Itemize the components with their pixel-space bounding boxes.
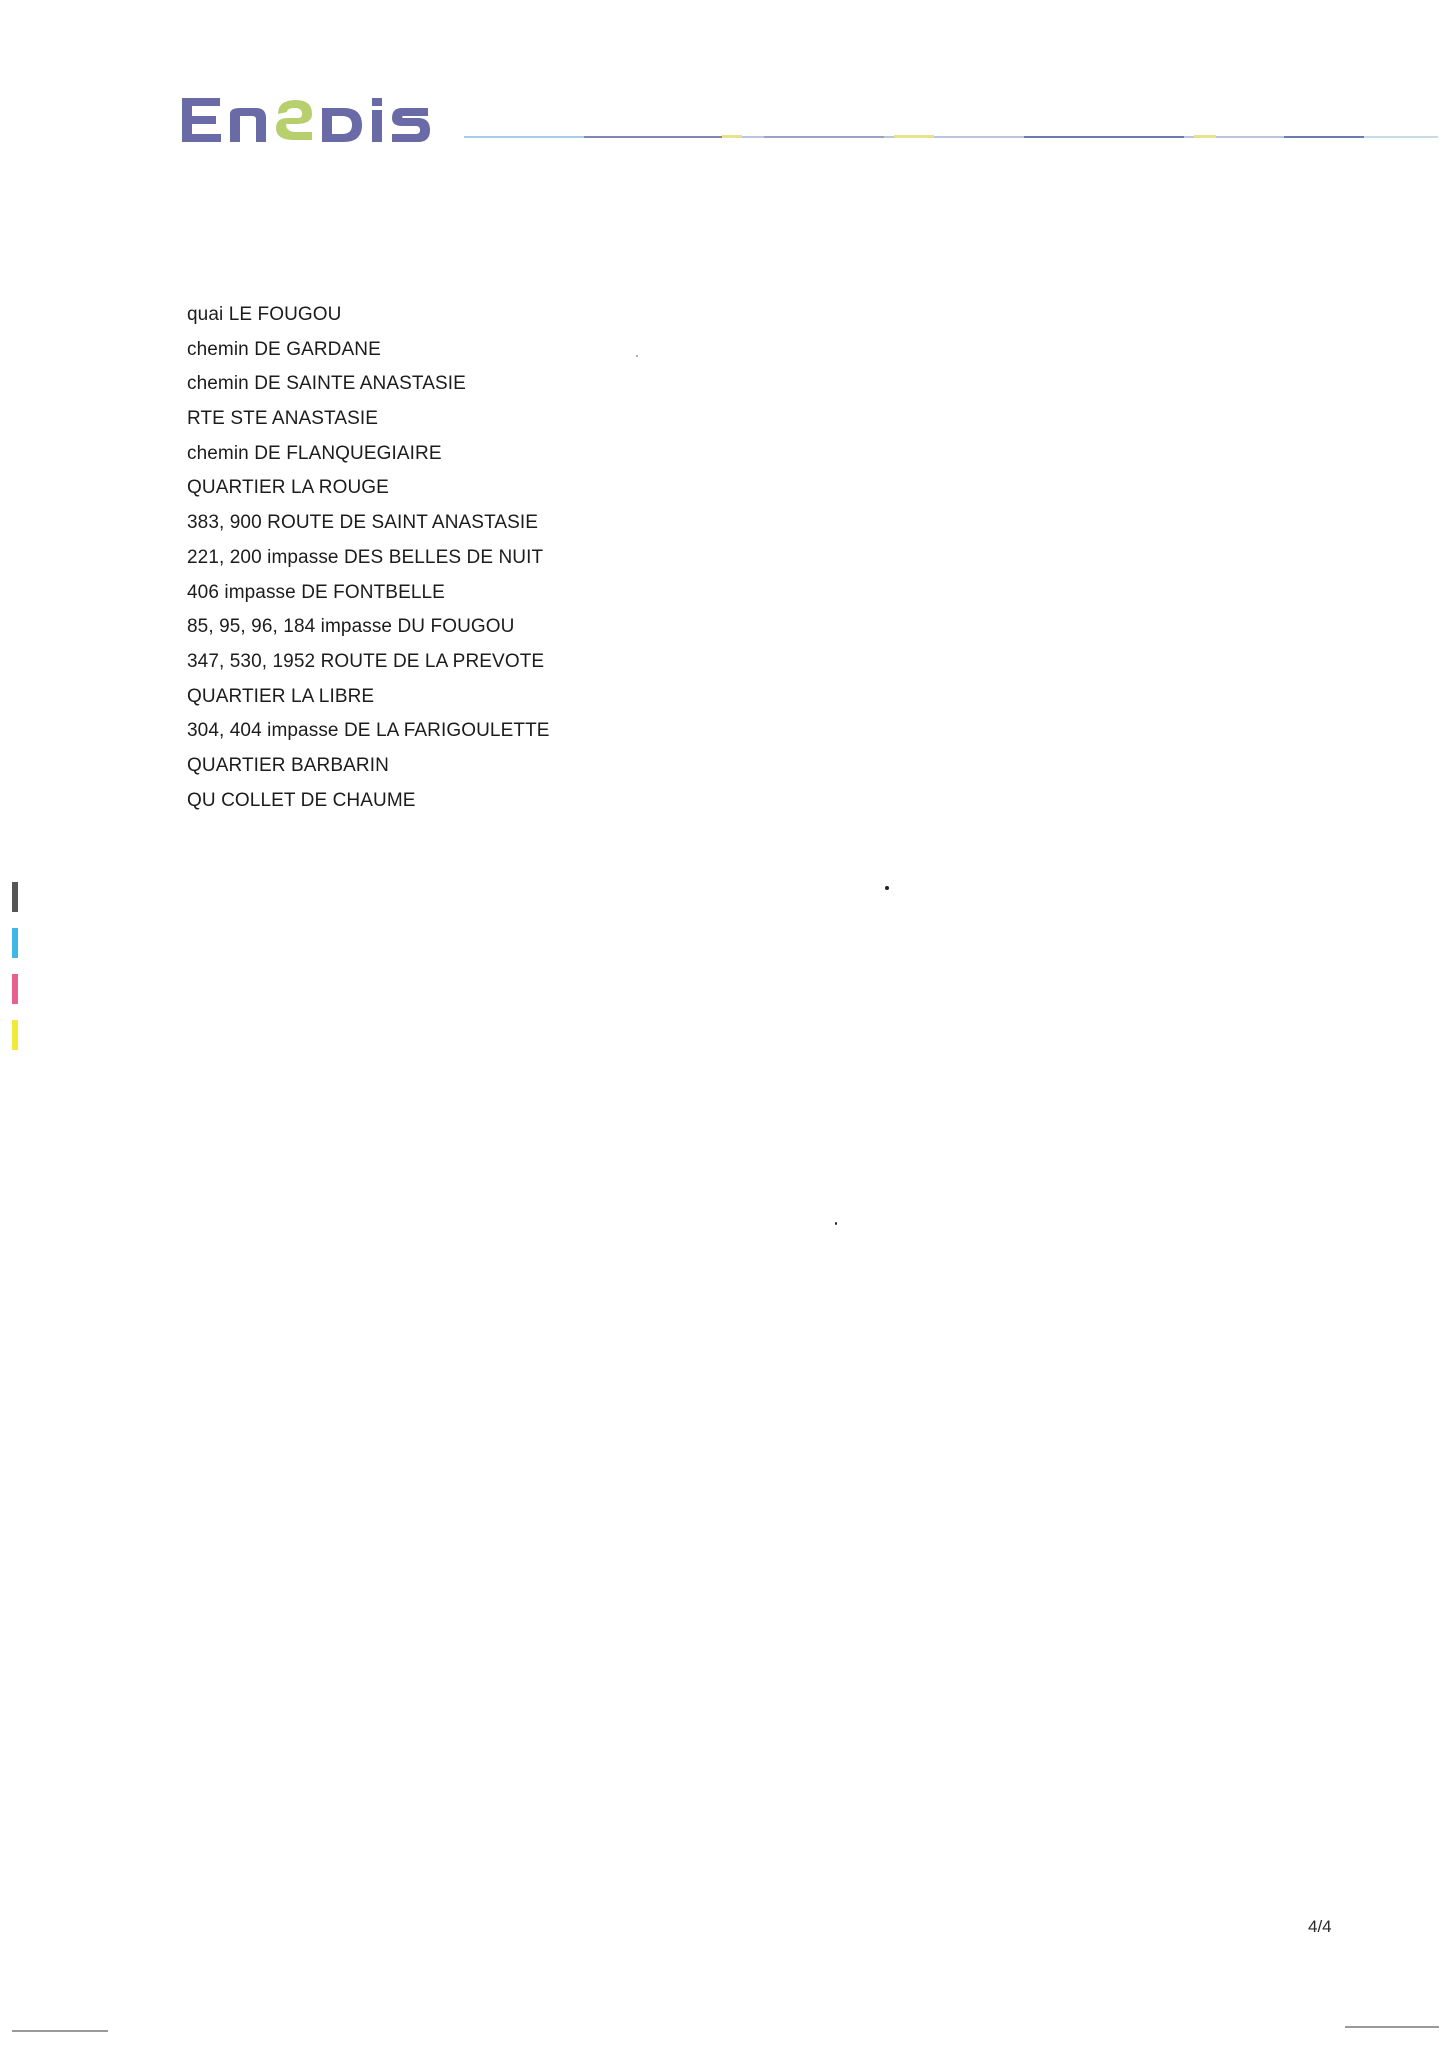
registration-mark-magenta [12, 974, 18, 1004]
address-item: QUARTIER BARBARIN [187, 754, 389, 776]
address-item: QU COLLET DE CHAUME [187, 789, 416, 811]
address-item: chemin DE GARDANE [187, 338, 381, 360]
address-item: 85, 95, 96, 184 impasse DU FOUGOU [187, 616, 515, 638]
enedis-logo [174, 90, 448, 150]
address-item: chemin DE FLANQUEGIAIRE [187, 442, 442, 464]
scan-speck [885, 886, 889, 890]
address-item: 383, 900 ROUTE DE SAINT ANASTASIE [187, 512, 539, 534]
page-header [174, 90, 1438, 150]
address-item: 406 impasse DE FONTBELLE [187, 581, 445, 603]
header-rule [464, 134, 1438, 140]
scan-speck [835, 1222, 837, 1225]
registration-mark-black [12, 882, 18, 912]
scan-edge-line [1345, 2026, 1439, 2028]
registration-mark-yellow [12, 1020, 18, 1050]
scan-edge-line [12, 2030, 108, 2032]
address-list [187, 298, 550, 818]
address-item: 304, 404 impasse DE LA FARIGOULETTE [187, 720, 550, 742]
page-number: 4/4 [1308, 1917, 1332, 1936]
address-item: 221, 200 impasse DES BELLES DE NUIT [187, 546, 544, 568]
registration-mark-cyan [12, 928, 18, 958]
address-item: QUARTIER LA ROUGE [187, 477, 389, 499]
address-item: quai LE FOUGOU [187, 304, 342, 325]
printer-registration-marks [12, 882, 20, 1052]
address-item: RTE STE ANASTASIE [187, 408, 379, 430]
address-item: QUARTIER LA LIBRE [187, 685, 375, 707]
scan-speck [636, 355, 638, 357]
address-item: 347, 530, 1952 ROUTE DE LA PREVOTE [187, 650, 545, 672]
address-item: chemin DE SAINTE ANASTASIE [187, 373, 466, 395]
